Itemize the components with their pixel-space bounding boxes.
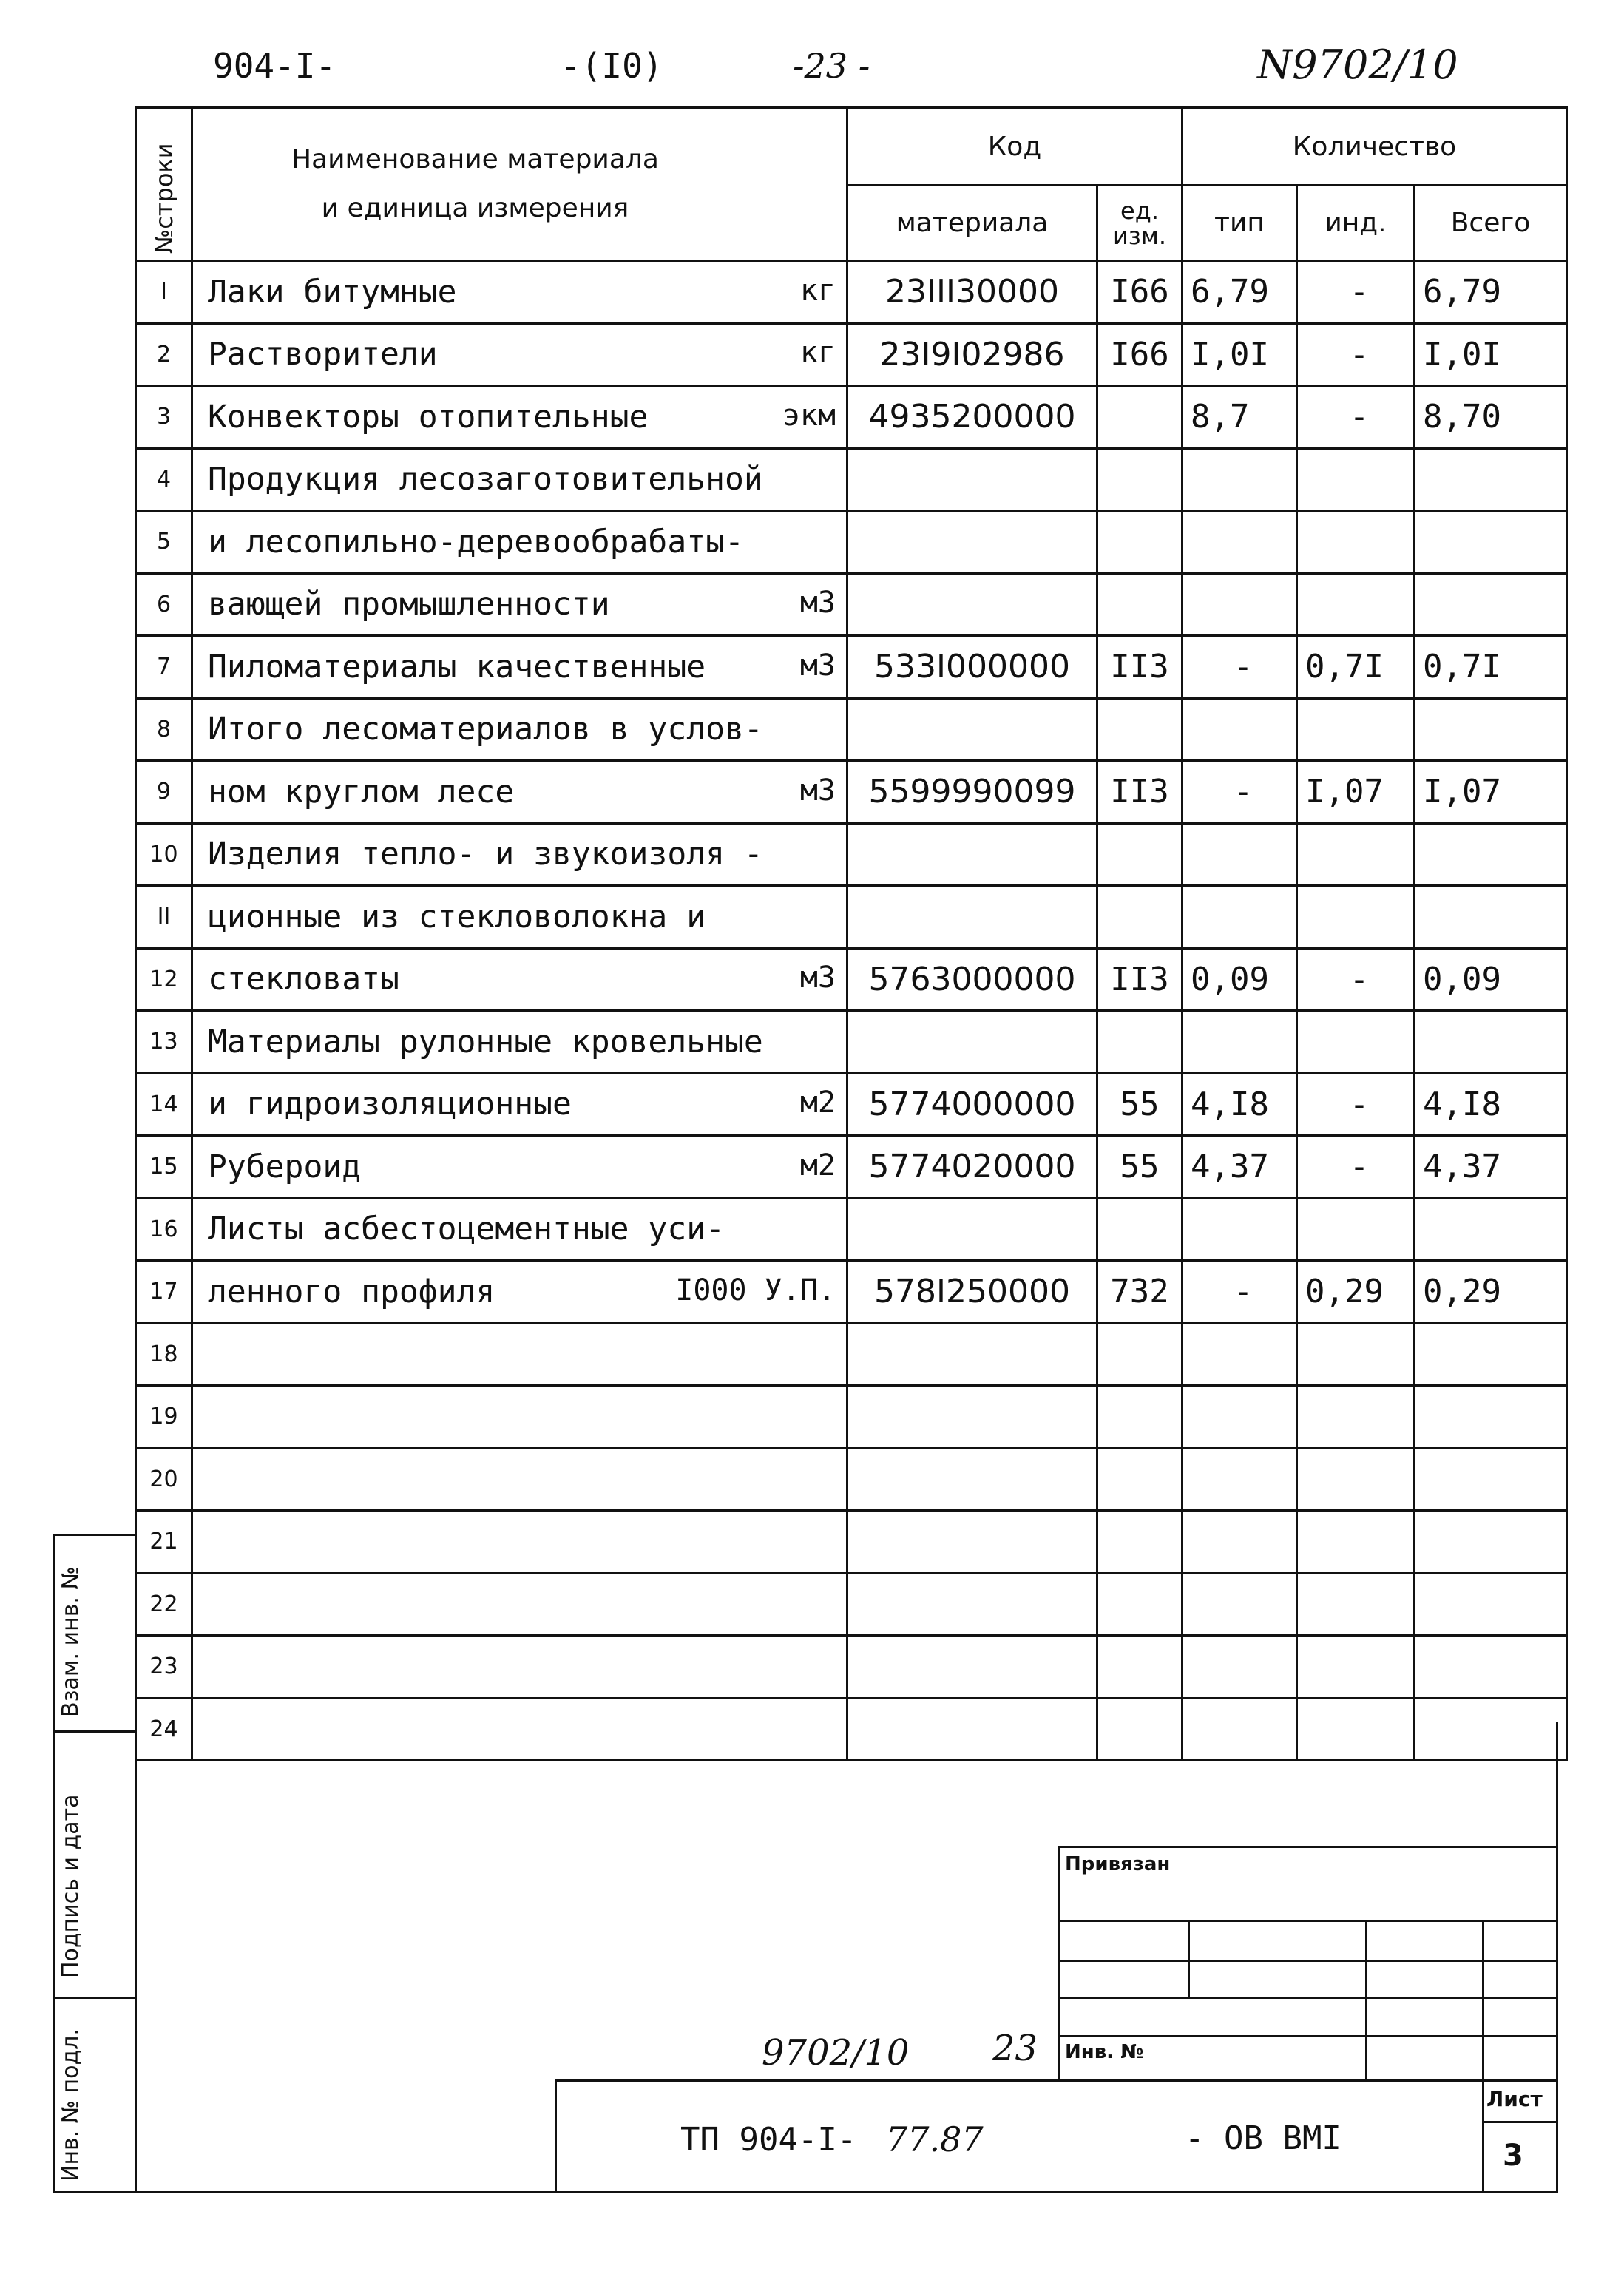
qty-total bbox=[1415, 886, 1567, 949]
qty-total bbox=[1415, 698, 1567, 761]
qty-total bbox=[1415, 1636, 1567, 1699]
unit-code bbox=[1097, 1448, 1183, 1511]
material-name: ционные из стекловолокна и bbox=[208, 898, 706, 935]
material-name-cell bbox=[192, 1511, 847, 1574]
qty-type bbox=[1183, 886, 1297, 949]
material-name-cell bbox=[192, 1386, 847, 1449]
header-qty-type: тип bbox=[1183, 186, 1297, 261]
material-name-cell bbox=[192, 1323, 847, 1386]
material-unit: м3 bbox=[799, 586, 836, 620]
table-row bbox=[136, 636, 1567, 699]
unit-code bbox=[1097, 511, 1183, 574]
qty-type: - bbox=[1183, 636, 1297, 699]
material-name: ном круглом лесе bbox=[208, 773, 515, 810]
qty-ind bbox=[1297, 1698, 1415, 1761]
qty-type: 0,09 bbox=[1183, 948, 1297, 1011]
material-unit: м2 bbox=[799, 1086, 836, 1120]
unit-code bbox=[1097, 823, 1183, 886]
material-code bbox=[847, 1323, 1097, 1386]
header-name: Наименование материала и единица измерения bbox=[192, 108, 847, 261]
material-name: стекловаты bbox=[208, 961, 399, 998]
row-number: 6 bbox=[136, 573, 192, 636]
qty-total: I,07 bbox=[1415, 761, 1567, 824]
qty-ind bbox=[1297, 1386, 1415, 1449]
row-number: 24 bbox=[136, 1698, 192, 1761]
row-number: 20 bbox=[136, 1448, 192, 1511]
material-name-cell bbox=[192, 1573, 847, 1636]
qty-total: 6,79 bbox=[1415, 261, 1567, 324]
qty-total bbox=[1415, 1448, 1567, 1511]
material-name: Лаки битумные bbox=[208, 273, 457, 311]
table-row bbox=[136, 1323, 1567, 1386]
table-row bbox=[136, 948, 1567, 1011]
material-code bbox=[847, 698, 1097, 761]
designation-suffix: - ОВ ВМI bbox=[1185, 2119, 1342, 2157]
material-name-cell bbox=[192, 698, 847, 761]
unit-code bbox=[1097, 1011, 1183, 1074]
qty-type bbox=[1183, 1323, 1297, 1386]
header-qty-group: Количество bbox=[1183, 108, 1567, 186]
qty-total bbox=[1415, 573, 1567, 636]
table-row bbox=[136, 761, 1567, 824]
qty-ind bbox=[1297, 823, 1415, 886]
table-row bbox=[136, 823, 1567, 886]
material-code bbox=[847, 823, 1097, 886]
material-name-cell bbox=[192, 761, 847, 824]
stamp-inv-podl: Инв. № подл. bbox=[58, 2028, 84, 2182]
material-name-cell bbox=[192, 823, 847, 886]
row-number: 19 bbox=[136, 1386, 192, 1449]
material-name: Растворители bbox=[208, 336, 438, 373]
unit-code: 55 bbox=[1097, 1073, 1183, 1136]
stamp-podpis-data: Подпись и дата bbox=[58, 1794, 84, 1978]
material-name-cell bbox=[192, 1448, 847, 1511]
row-number: II bbox=[136, 886, 192, 949]
unit-code bbox=[1097, 1323, 1183, 1386]
table-row bbox=[136, 698, 1567, 761]
material-name-cell bbox=[192, 1198, 847, 1261]
material-code: 5774000000 bbox=[847, 1073, 1097, 1136]
qty-ind: - bbox=[1297, 386, 1415, 449]
row-number: 12 bbox=[136, 948, 192, 1011]
designation-prefix: ТП 904-I- bbox=[680, 2121, 857, 2159]
unit-code bbox=[1097, 448, 1183, 511]
qty-type: 4,37 bbox=[1183, 1136, 1297, 1199]
table-row bbox=[136, 1636, 1567, 1699]
material-code: 533I000000 bbox=[847, 636, 1097, 699]
material-name: Рубероид bbox=[208, 1148, 362, 1185]
qty-ind bbox=[1297, 1511, 1415, 1574]
material-name: Изделия тепло- и звукоизоля - bbox=[208, 836, 763, 873]
table-row bbox=[136, 573, 1567, 636]
material-name-cell bbox=[192, 886, 847, 949]
qty-type: 8,7 bbox=[1183, 386, 1297, 449]
row-number: 7 bbox=[136, 636, 192, 699]
table-row bbox=[136, 323, 1567, 386]
row-number: 22 bbox=[136, 1573, 192, 1636]
material-name: Конвекторы отопительные bbox=[208, 398, 649, 436]
qty-type bbox=[1183, 1573, 1297, 1636]
material-code bbox=[847, 511, 1097, 574]
row-number: 16 bbox=[136, 1198, 192, 1261]
table-row bbox=[136, 386, 1567, 449]
row-number: 2 bbox=[136, 323, 192, 386]
material-name: и гидроизоляционные bbox=[208, 1086, 572, 1123]
table-row bbox=[136, 1698, 1567, 1761]
material-name: вающей промышленности bbox=[208, 586, 610, 623]
row-number: 14 bbox=[136, 1073, 192, 1136]
unit-code bbox=[1097, 698, 1183, 761]
qty-type: 6,79 bbox=[1183, 261, 1297, 324]
material-unit: кг bbox=[799, 336, 836, 370]
header-code-group: Код bbox=[847, 108, 1183, 186]
qty-ind: - bbox=[1297, 323, 1415, 386]
sheet-value: 3 bbox=[1503, 2139, 1523, 2173]
unit-code bbox=[1097, 1198, 1183, 1261]
material-code bbox=[847, 1511, 1097, 1574]
row-number: 9 bbox=[136, 761, 192, 824]
material-code bbox=[847, 1386, 1097, 1449]
unit-code: 55 bbox=[1097, 1136, 1183, 1199]
material-code bbox=[847, 1573, 1097, 1636]
qty-ind: 0,7I bbox=[1297, 636, 1415, 699]
qty-ind bbox=[1297, 511, 1415, 574]
qty-ind bbox=[1297, 573, 1415, 636]
material-code: 5774020000 bbox=[847, 1136, 1097, 1199]
unit-code bbox=[1097, 386, 1183, 449]
table-row bbox=[136, 1198, 1567, 1261]
unit-code bbox=[1097, 1636, 1183, 1699]
unit-code bbox=[1097, 1573, 1183, 1636]
material-name-cell bbox=[192, 1136, 847, 1199]
table-row bbox=[136, 511, 1567, 574]
table-row bbox=[136, 1511, 1567, 1574]
header-row-no: №строки bbox=[136, 108, 192, 261]
material-code bbox=[847, 573, 1097, 636]
qty-total: 0,29 bbox=[1415, 1261, 1567, 1324]
qty-type bbox=[1183, 511, 1297, 574]
qty-total: 8,70 bbox=[1415, 386, 1567, 449]
material-code: 23I9I02986 bbox=[847, 323, 1097, 386]
privyazan-label: Привязан bbox=[1065, 1853, 1171, 1875]
qty-type bbox=[1183, 573, 1297, 636]
material-name-cell bbox=[192, 948, 847, 1011]
unit-code: II3 bbox=[1097, 948, 1183, 1011]
unit-code: II3 bbox=[1097, 636, 1183, 699]
material-code: 5763000000 bbox=[847, 948, 1097, 1011]
material-name-cell bbox=[192, 511, 847, 574]
row-number: I bbox=[136, 261, 192, 324]
qty-total bbox=[1415, 511, 1567, 574]
qty-type bbox=[1183, 1636, 1297, 1699]
material-code bbox=[847, 1011, 1097, 1074]
qty-total bbox=[1415, 1323, 1567, 1386]
qty-total: 4,37 bbox=[1415, 1136, 1567, 1199]
qty-total bbox=[1415, 1198, 1567, 1261]
material-unit: экм bbox=[782, 398, 836, 433]
unit-code: II3 bbox=[1097, 761, 1183, 824]
row-number: 10 bbox=[136, 823, 192, 886]
qty-type bbox=[1183, 1011, 1297, 1074]
material-unit: кг bbox=[799, 273, 836, 308]
material-name-cell bbox=[192, 1698, 847, 1761]
handwritten-doc-number: N9702/10 bbox=[1257, 41, 1458, 88]
row-number: 4 bbox=[136, 448, 192, 511]
row-number: 18 bbox=[136, 1323, 192, 1386]
qty-total bbox=[1415, 1386, 1567, 1449]
material-name: Итого лесоматериалов в услов- bbox=[208, 711, 763, 748]
table-row bbox=[136, 1448, 1567, 1511]
material-unit: м3 bbox=[799, 648, 836, 683]
qty-type bbox=[1183, 1448, 1297, 1511]
material-code: 23III30000 bbox=[847, 261, 1097, 324]
qty-ind: - bbox=[1297, 1073, 1415, 1136]
qty-type bbox=[1183, 448, 1297, 511]
qty-type bbox=[1183, 823, 1297, 886]
table-row bbox=[136, 1136, 1567, 1199]
qty-type bbox=[1183, 1386, 1297, 1449]
handwritten-page: 23 bbox=[992, 2028, 1038, 2069]
material-unit: I000 У.П. bbox=[675, 1273, 836, 1307]
materials-table bbox=[135, 106, 1568, 1761]
qty-ind bbox=[1297, 448, 1415, 511]
qty-ind bbox=[1297, 698, 1415, 761]
unit-code bbox=[1097, 886, 1183, 949]
header-qty-total: Всего bbox=[1415, 186, 1567, 261]
qty-ind: - bbox=[1297, 948, 1415, 1011]
row-number: 21 bbox=[136, 1511, 192, 1574]
material-name-cell bbox=[192, 1261, 847, 1324]
material-unit: м2 bbox=[799, 1148, 836, 1182]
material-name: Пиломатериалы качественные bbox=[208, 648, 706, 686]
qty-type: - bbox=[1183, 1261, 1297, 1324]
qty-ind: - bbox=[1297, 261, 1415, 324]
material-code bbox=[847, 886, 1097, 949]
table-row bbox=[136, 1573, 1567, 1636]
unit-code: I66 bbox=[1097, 323, 1183, 386]
row-number: 17 bbox=[136, 1261, 192, 1324]
qty-ind bbox=[1297, 1573, 1415, 1636]
table-row bbox=[136, 1261, 1567, 1324]
designation-hand: 77.87 bbox=[886, 2119, 984, 2159]
qty-ind bbox=[1297, 1323, 1415, 1386]
header-qty-ind: инд. bbox=[1297, 186, 1415, 261]
row-number: 8 bbox=[136, 698, 192, 761]
doc-variant: -(I0) bbox=[561, 46, 663, 86]
qty-type: 4,I8 bbox=[1183, 1073, 1297, 1136]
material-code bbox=[847, 1448, 1097, 1511]
qty-ind: 0,29 bbox=[1297, 1261, 1415, 1324]
material-code bbox=[847, 1636, 1097, 1699]
table-row bbox=[136, 886, 1567, 949]
qty-total bbox=[1415, 1011, 1567, 1074]
qty-total bbox=[1415, 1573, 1567, 1636]
material-name-cell bbox=[192, 386, 847, 449]
qty-total bbox=[1415, 1511, 1567, 1574]
qty-type bbox=[1183, 698, 1297, 761]
inv-no-label: Инв. № bbox=[1065, 2041, 1144, 2063]
material-name: Материалы рулонные кровельные bbox=[208, 1023, 763, 1060]
page-number: -23 - bbox=[793, 46, 870, 86]
table-row bbox=[136, 1073, 1567, 1136]
material-name: и лесопильно-деревообрабаты- bbox=[208, 523, 744, 561]
material-name-cell bbox=[192, 1073, 847, 1136]
qty-ind: - bbox=[1297, 1136, 1415, 1199]
qty-total bbox=[1415, 448, 1567, 511]
material-name-cell bbox=[192, 573, 847, 636]
table-row bbox=[136, 448, 1567, 511]
qty-total bbox=[1415, 1698, 1567, 1761]
material-unit: м3 bbox=[799, 961, 836, 995]
material-name-cell bbox=[192, 636, 847, 699]
material-name-cell bbox=[192, 323, 847, 386]
material-code bbox=[847, 1198, 1097, 1261]
material-name-cell bbox=[192, 1011, 847, 1074]
doc-prefix: 904-I- bbox=[213, 46, 336, 86]
qty-total: 4,I8 bbox=[1415, 1073, 1567, 1136]
material-code: 578I250000 bbox=[847, 1261, 1097, 1324]
table-row bbox=[136, 261, 1567, 324]
row-number: 3 bbox=[136, 386, 192, 449]
unit-code: 732 bbox=[1097, 1261, 1183, 1324]
qty-type bbox=[1183, 1698, 1297, 1761]
qty-type: - bbox=[1183, 761, 1297, 824]
material-name-cell bbox=[192, 261, 847, 324]
row-number: 23 bbox=[136, 1636, 192, 1699]
row-number: 5 bbox=[136, 511, 192, 574]
unit-code bbox=[1097, 1511, 1183, 1574]
material-code: 5599990099 bbox=[847, 761, 1097, 824]
unit-code bbox=[1097, 1698, 1183, 1761]
qty-total bbox=[1415, 823, 1567, 886]
header-code-unit: ед. изм. bbox=[1097, 186, 1183, 261]
qty-type: I,0I bbox=[1183, 323, 1297, 386]
qty-ind bbox=[1297, 1011, 1415, 1074]
material-name-cell bbox=[192, 1636, 847, 1699]
unit-code bbox=[1097, 1386, 1183, 1449]
qty-ind bbox=[1297, 1448, 1415, 1511]
material-name-cell bbox=[192, 448, 847, 511]
qty-total: I,0I bbox=[1415, 323, 1567, 386]
material-name: Продукция лесозаготовительной bbox=[208, 461, 763, 498]
material-name: Листы асбестоцементные уси- bbox=[208, 1211, 725, 1248]
unit-code: I66 bbox=[1097, 261, 1183, 324]
material-code bbox=[847, 1698, 1097, 1761]
stamp-vzam-inv: Взам. инв. № bbox=[58, 1566, 84, 1717]
header-code-material: материала bbox=[847, 186, 1097, 261]
qty-ind bbox=[1297, 1198, 1415, 1261]
qty-type bbox=[1183, 1511, 1297, 1574]
sheet-label: Лист bbox=[1486, 2087, 1543, 2111]
material-unit: м3 bbox=[799, 773, 836, 808]
material-code: 4935200000 bbox=[847, 386, 1097, 449]
qty-total: 0,7I bbox=[1415, 636, 1567, 699]
table-row bbox=[136, 1011, 1567, 1074]
table-row bbox=[136, 1386, 1567, 1449]
qty-ind bbox=[1297, 886, 1415, 949]
qty-total: 0,09 bbox=[1415, 948, 1567, 1011]
material-name: ленного профиля bbox=[208, 1273, 495, 1310]
row-number: 13 bbox=[136, 1011, 192, 1074]
unit-code bbox=[1097, 573, 1183, 636]
qty-ind bbox=[1297, 1636, 1415, 1699]
row-number: 15 bbox=[136, 1136, 192, 1199]
handwritten-ref: 9702/10 bbox=[762, 2032, 910, 2074]
material-code bbox=[847, 448, 1097, 511]
qty-type bbox=[1183, 1198, 1297, 1261]
qty-ind: I,07 bbox=[1297, 761, 1415, 824]
